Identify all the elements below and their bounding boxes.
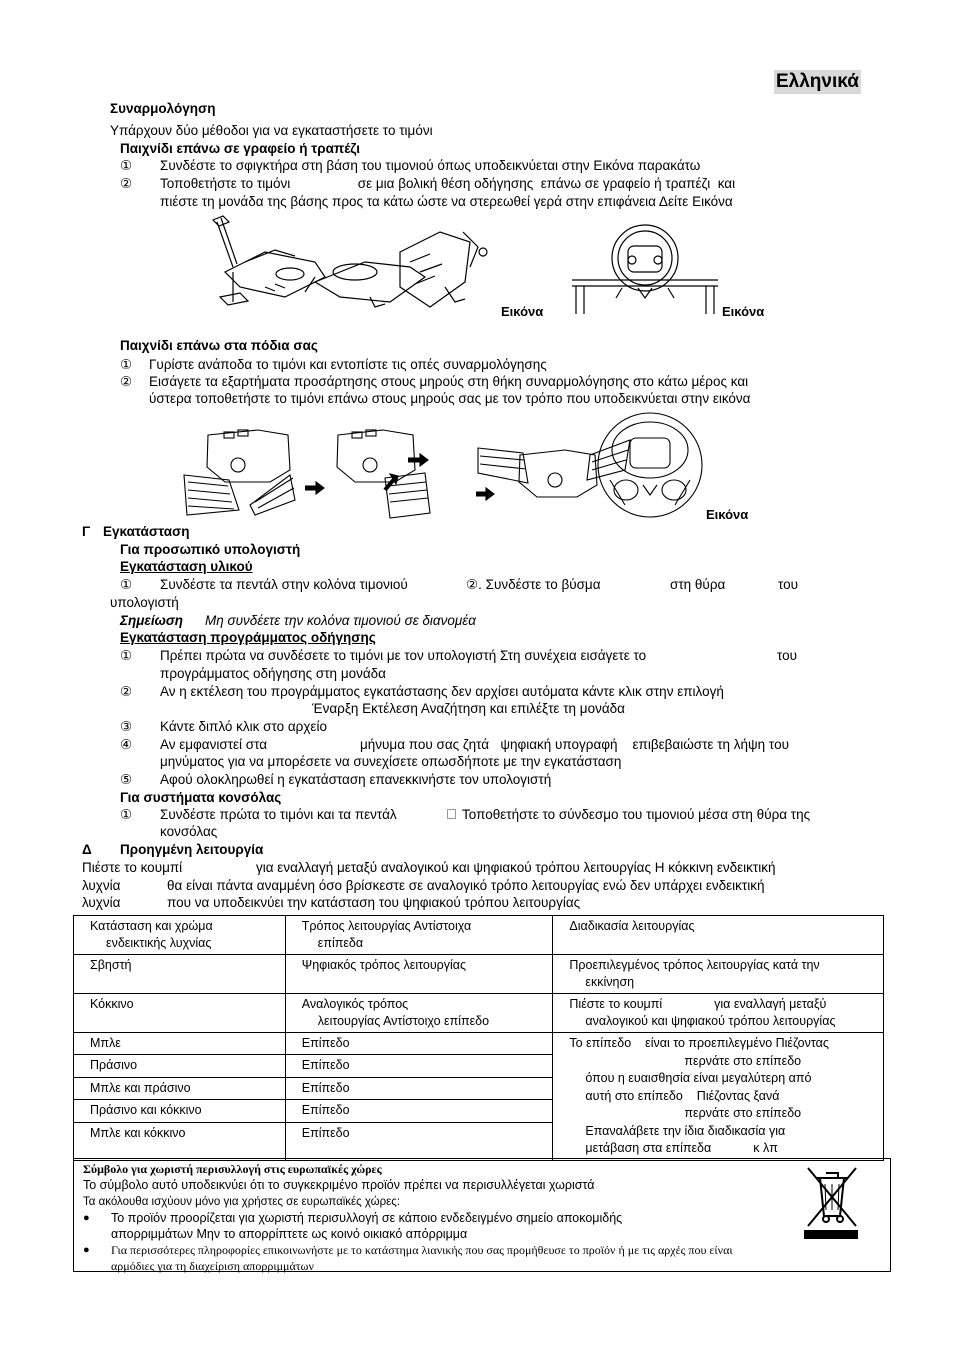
console-step-text: Συνδέστε πρώτα το τιμόνι και τα πεντάλ (160, 807, 397, 822)
header-mode-label: Τρόπος λειτουργίας Αντίστοιχα (301, 919, 472, 933)
hw-title: Εγκατάσταση υλικού (120, 559, 253, 574)
cell-text: εκκίνηση (585, 975, 635, 989)
sw-step-3-text: Κάντε διπλό κλικ στο αρχείο (160, 719, 327, 734)
sw-step-4-text: Αν εμφανιστεί στα (160, 737, 268, 752)
sw-step-1-num: ① (120, 648, 133, 663)
install-heading-letter: Γ (82, 524, 91, 539)
desk-step-2-text: Τοποθετήστε το τιμόνι σε μια βολική θέση οδήγησης επάνω σε γραφείο ή τραπέζι και (160, 176, 736, 191)
cell-text: όπου η ευαισθησία είναι μεγαλύτερη από (585, 1071, 812, 1085)
desk-step-1-num: ① (120, 158, 133, 173)
recycling-bullet-2: Για περισσότερες πληροφορίες επικοινωνήστε με το κατάστημα λιανικής που σας προμήθευσε το προϊόν ή με τις αρχές που είναι (111, 1243, 733, 1257)
sw-step-1-text-b: του (777, 648, 798, 663)
sw-step-2-num: ② (120, 684, 133, 699)
clamp-assembly-illustration (205, 212, 500, 312)
cell-text: αναλογικού και ψηφιακού τρόπου λειτουργίας (585, 1014, 836, 1028)
lap-step-1-num: ① (120, 357, 133, 372)
recycling-line-1: Το σύμβολο αυτό υποδεικνύει ότι το συγκεκριμένο προϊόν πρέπει να περισυλλέγεται χωριστά (83, 1178, 595, 1192)
header-status-label: Κατάσταση και χρώμα (90, 919, 213, 933)
wheel-on-desk-illustration (570, 218, 720, 316)
hw-step-text-d: του (778, 577, 799, 592)
table-cell: Μπλε (74, 1033, 286, 1055)
table-cell (285, 994, 553, 1033)
missing-glyph-icon (447, 809, 456, 819)
desk-step-2-text-cont: πιέστε τη μονάδα της βάσης προς τα κάτω ώστε να στερεωθεί γερά στην επιφάνεια Δείτε Εικόνα (160, 194, 733, 209)
lap-attachment-illustration (180, 410, 710, 520)
lap-step-2-num: ② (120, 374, 133, 389)
table-cell: Κόκκινο (74, 994, 286, 1033)
cell-text: Επαναλάβετε την ίδια διαδικασία για (585, 1123, 786, 1138)
hw-step-text-a: Συνδέστε τα πεντάλ στην κολόνα τιμονιού (160, 577, 408, 592)
sw-step-3-num: ③ (120, 719, 133, 734)
bullet-icon: ● (83, 1212, 90, 1224)
lap-step-2-text: Εισάγετε τα εξαρτήματα προσάρτησης στους μηρούς στη θήκη συναρμολόγησης στο κάτω μέρος και (149, 374, 749, 389)
bullet-icon: ● (83, 1244, 90, 1256)
table-cell: Σβηστή (74, 955, 286, 994)
advanced-p2-a: λυχνία (82, 878, 121, 893)
pc-title: Για προσωπικό υπολογιστή (120, 542, 301, 557)
table-cell (553, 994, 884, 1033)
desk-step-1-text: Συνδέστε το σφιγκτήρα στη βάση του τιμονιού όπως υποδεικνύεται στην Εικόνα παρακάτω (160, 158, 701, 173)
lap-step-1-text: Γυρίστε ανάποδα το τιμόνι και εντοπίστε τις οπές συναρμολόγησης (149, 357, 547, 372)
figure-label-c: Εικόνα (706, 507, 749, 522)
table-cell: Επίπεδο (285, 1077, 553, 1099)
sw-step-5-text: Αφού ολοκληρωθεί η εγκατάσταση επανεκκινήστε τον υπολογιστή (160, 772, 552, 787)
sw-step-4-text-b: μήνυμα που σας ζητά ψηφιακή υπογραφή επιβεβαιώστε τη λήψη του (360, 737, 789, 752)
cell-text: κ λπ (753, 1141, 778, 1155)
figure-label-b: Εικόνα (722, 304, 765, 319)
cell-text: αυτή στο επίπεδο (585, 1088, 683, 1103)
advanced-heading-letter: Δ (82, 842, 92, 857)
table-cell: Επίπεδο (285, 1100, 553, 1122)
table-cell: Πράσινο και κόκκινο (74, 1100, 286, 1122)
advanced-p1-a: Πιέστε το κουμπί (82, 860, 183, 875)
table-cell-merged (553, 1033, 884, 1161)
install-heading: Εγκατάσταση (103, 524, 190, 539)
advanced-heading: Προηγμένη λειτουργία (120, 842, 264, 857)
sw-step-5-num: ⑤ (120, 772, 133, 787)
advanced-p3-a: λυχνία (82, 895, 121, 910)
assembly-intro: Υπάρχουν δύο μέθοδοι για να εγκαταστήσετε το τιμόνι (110, 123, 433, 138)
crossed-out-wheelie-bin-icon (802, 1164, 862, 1240)
table-cell (553, 955, 884, 994)
header-status-label-cont: ενδεικτικής λυχνίας (106, 936, 212, 950)
cell-text: είναι το προεπιλεγμένο Πιέζοντας (645, 1036, 829, 1050)
sw-step-4-num: ④ (120, 737, 133, 752)
advanced-p2-b: θα είναι πάντα αναμμένη όσο βρίσκεστε σε αναλογικό τρόπο λειτουργίας ενώ δεν υπάρχει ενδεικτική (167, 878, 765, 893)
sw-step-4-text-cont: μηνύματος για να μπορέσετε να συνεχίσετε οπωσδήποτε με την εγκατάσταση (160, 754, 622, 769)
cell-text: περνάτε στο επίπεδο (684, 1106, 802, 1120)
advanced-p3-b: που να υποδεικνύει την κατάσταση του ψηφιακού τρόπου λειτουργίας (167, 895, 581, 910)
cell-text: λειτουργίας Αντίστοιχο επίπεδο (317, 1014, 490, 1028)
table-row (74, 955, 884, 994)
advanced-p1-b: για εναλλαγή μεταξύ αναλογικού και ψηφιακού τρόπου λειτουργίας Η κόκκινη ενδεικτική (256, 860, 776, 875)
desk-step-2-num: ② (120, 176, 133, 191)
console-step-text-cont: κονσόλας (160, 824, 218, 839)
sw-title: Εγκατάσταση προγράμματος οδήγησης (120, 630, 376, 645)
recycling-line-2: Τα ακόλουθα ισχύουν μόνο για χρήστες σε ευρωπαϊκές χώρες: (83, 1196, 401, 1208)
table-cell: Μπλε και πράσινο (74, 1077, 286, 1099)
table-row (74, 1033, 884, 1055)
note-text: Μη συνδέετε την κολόνα τιμονιού σε διανομέα (205, 613, 476, 628)
header-procedure-label: Διαδικασία λειτουργίας (569, 919, 695, 933)
recycling-title: Σύμβολο για χωριστή περισυλλογή στις ευρωπαϊκές χώρες (83, 1162, 382, 1176)
table-header-row (74, 916, 884, 955)
sw-step-1-text-cont: προγράμματος οδήγησης στη μονάδα (160, 666, 386, 681)
hw-step-text-cont: υπολογιστή (110, 595, 179, 610)
hw-step-num: ① (120, 577, 133, 592)
table-cell: Επίπεδο (285, 1122, 553, 1160)
lap-step-2-text-cont: ύστερα τοποθετήστε το τιμόνι επάνω στους μηρούς σας με τον τρόπο που υποδεικνύεται στην εικόνα (149, 391, 751, 406)
table-row (74, 994, 884, 1033)
console-title: Για συστήματα κονσόλας (120, 790, 282, 805)
table-cell (285, 916, 553, 955)
sw-step-1-text: Πρέπει πρώτα να συνδέσετε το τιμόνι με τον υπολογιστή Στη συνέχεια εισάγετε το (160, 648, 647, 663)
cell-text: Πιέζοντας ξανά (696, 1088, 780, 1103)
cell-text: Αναλογικός τρόπος (301, 997, 409, 1011)
table-cell (553, 916, 884, 955)
recycling-bullet-2-cont: αρμόδιες για τη διαχείριση απορριμμάτων (111, 1259, 314, 1273)
sw-step-2-text-cont: Έναρξη Εκτέλεση Αναζήτηση και επιλέξτε τη μονάδα (312, 701, 625, 716)
cell-text: για εναλλαγή μεταξύ (714, 997, 827, 1011)
recycling-bullet-1: Το προϊόν προορίζεται για χωριστή περισυλλογή σε κάποιο ενδεδειγμένο σημείο αποκομιδής (111, 1211, 623, 1225)
hw-step-text-c: στη θύρα (670, 577, 726, 592)
desk-title: Παιχνίδι επάνω σε γραφείο ή τραπέζι (120, 141, 360, 156)
hw-step-text-b: ②. Συνδέστε το βύσμα (466, 577, 601, 592)
cell-text: Προεπιλεγμένος τρόπος λειτουργίας κατά την (569, 958, 820, 972)
cell-text: μετάβαση στα επίπεδα (585, 1141, 712, 1155)
console-step-text-b: Τοποθετήστε το σύνδεσμο του τιμονιού μέσα στη θύρα της (462, 807, 811, 822)
sw-step-2-text: Αν η εκτέλεση του προγράμματος εγκατάστασης δεν αρχίσει αυτόματα κάντε κλικ στην επιλογή (160, 684, 724, 699)
console-step-num: ① (120, 807, 133, 822)
cell-text: Πιέστε το κουμπί (569, 997, 663, 1011)
table-cell: Επίπεδο (285, 1033, 553, 1055)
header-mode-label-cont: επίπεδα (317, 936, 364, 950)
recycling-notice-box (73, 1158, 891, 1272)
cell-text: Το επίπεδο (569, 1036, 632, 1050)
cell-text: περνάτε στο επίπεδο (684, 1053, 802, 1068)
lap-title: Παιχνίδι επάνω στα πόδια σας (120, 338, 318, 353)
table-cell (74, 916, 286, 955)
table-cell: Μπλε και κόκκινο (74, 1122, 286, 1160)
recycling-bullet-1-cont: απορριμμάτων Μην το απορρίπτετε ως κοινό οικιακό απόρριμμα (111, 1227, 468, 1241)
table-cell: Πράσινο (74, 1055, 286, 1077)
note-label: Σημείωση (120, 613, 184, 628)
mode-table (73, 915, 884, 1161)
table-cell: Ψηφιακός τρόπος λειτουργίας (285, 955, 553, 994)
table-cell: Επίπεδο (285, 1055, 553, 1077)
language-label: Ελληνικά (776, 71, 859, 92)
assembly-title: Συναρμολόγηση (110, 101, 216, 116)
figure-label-a: Εικόνα (501, 304, 544, 319)
